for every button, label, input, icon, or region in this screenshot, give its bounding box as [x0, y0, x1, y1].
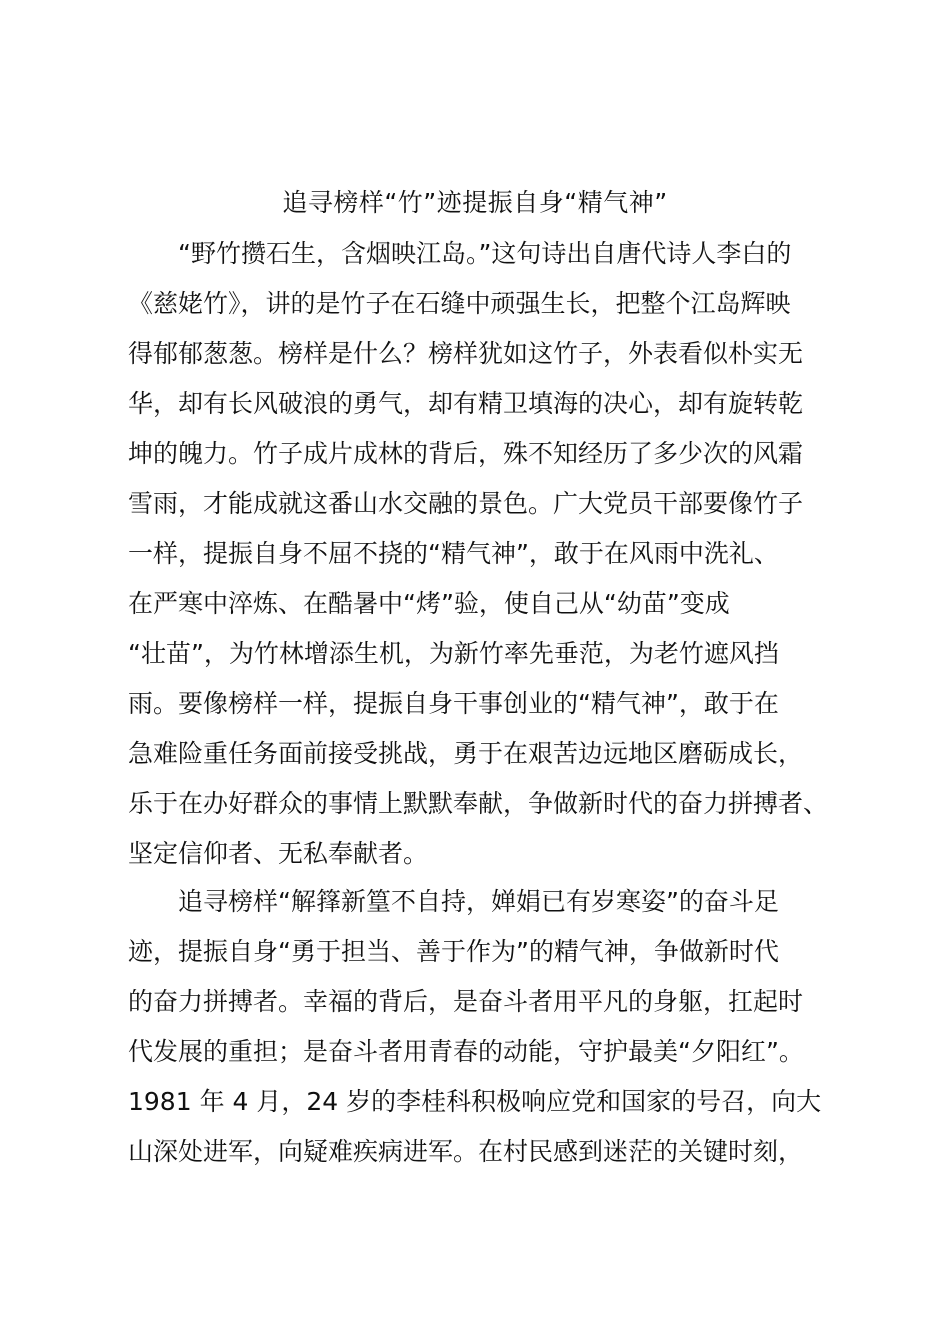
text-line: 山深处进军，向疑难疾病进军。在村民感到迷茫的关键时刻， — [128, 1137, 804, 1166]
text-line: 乐于在办好群众的事情上默默奉献，争做新时代的奋力拼搏者、 — [128, 789, 829, 818]
text-line: 在严寒中淬炼、在酷暑中“烤”验，使自己从“幼苗”变成 — [128, 589, 730, 618]
text-line: 急难险重任务面前接受挑战，勇于在艰苦边远地区磨砺成长， — [128, 739, 804, 768]
text-line: 坤的魄力。竹子成片成林的背后，殊不知经历了多少次的风霜 — [128, 439, 804, 468]
text-line: 代发展的重担；是奋斗者用青春的动能，守护最美“夕阳红”。 — [128, 1037, 804, 1066]
text-line: “野竹攒石生，含烟映江岛。”这句诗出自唐代诗人李白的 — [128, 239, 792, 268]
document-title: 追寻榜样“竹”迹提振自身“精气神” — [282, 188, 668, 217]
text-line: 一样，提振自身不屈不挠的“精气神”，敢于在风雨中洗礼、 — [128, 539, 779, 568]
text-line: 迹，提振自身“勇于担当、善于作为”的精气神，争做新时代 — [128, 937, 779, 966]
text-line: 得郁郁葱葱。榜样是什么？榜样犹如这竹子，外表看似朴实无 — [128, 339, 804, 368]
text-line: 《慈姥竹》，讲的是竹子在石缝中顽强生长，把整个江岛辉映 — [128, 289, 791, 318]
text-line: 的奋力拼搏者。幸福的背后，是奋斗者用平凡的身躯，扛起时 — [128, 987, 804, 1016]
paragraph-1 — [128, 229, 848, 879]
text-line: 雨。要像榜样一样，提振自身干事创业的“精气神”，敢于在 — [128, 689, 779, 718]
text-line: “壮苗”，为竹林增添生机，为新竹率先垂范，为老竹遮风挡 — [128, 639, 779, 668]
text-line: 1981 年 4 月，24 岁的李桂科积极响应党和国家的号召，向大 — [128, 1087, 822, 1116]
text-line: 追寻榜样“解箨新篁不自持，婵娟已有岁寒姿”的奋斗足 — [128, 887, 779, 916]
paragraph-2 — [128, 877, 848, 1177]
text-line: 华，却有长风破浪的勇气，却有精卫填海的决心，却有旋转乾 — [128, 389, 804, 418]
text-line: 雪雨，才能成就这番山水交融的景色。广大党员干部要像竹子 — [128, 489, 804, 518]
text-line: 坚定信仰者、无私奉献者。 — [128, 839, 429, 868]
